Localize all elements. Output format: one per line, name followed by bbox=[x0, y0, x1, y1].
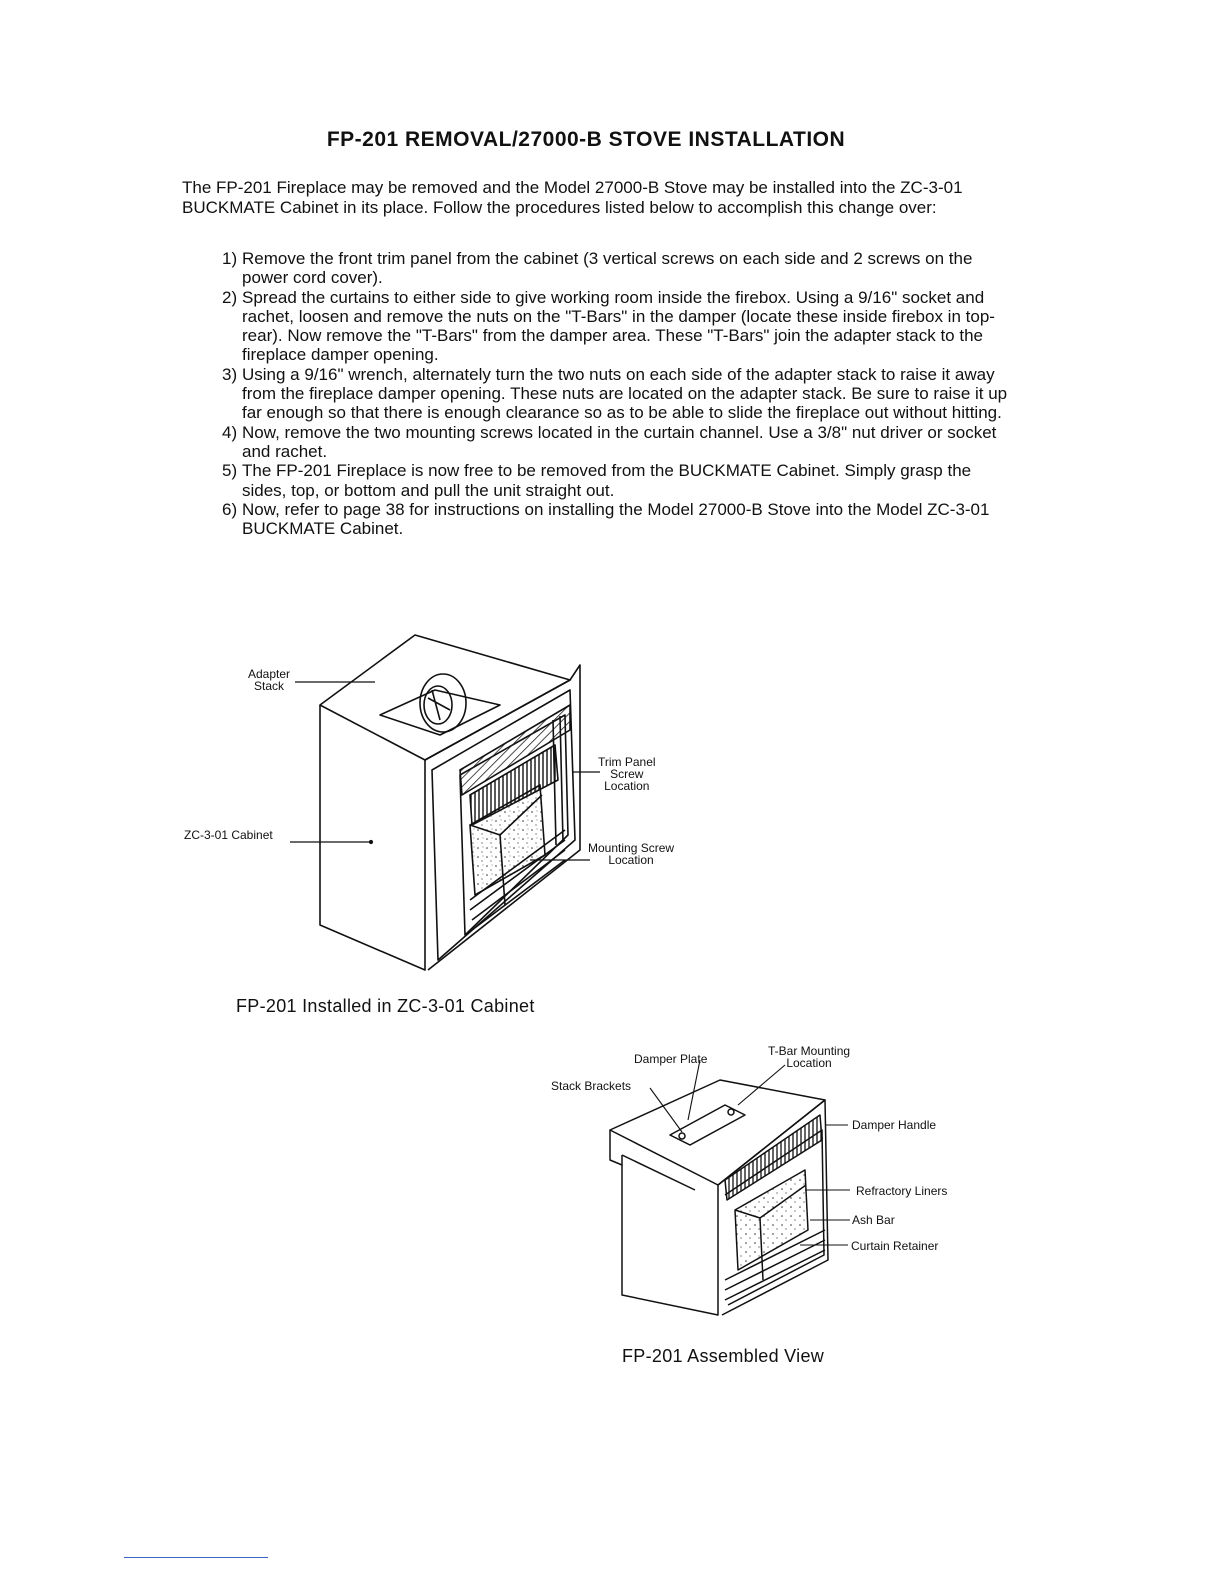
step-number: 4) bbox=[222, 422, 238, 442]
procedure-steps bbox=[222, 249, 1012, 538]
step-text: Using a 9/16" wrench, alternately turn the two nuts on each side of the adapter stack to raise it away from the fireplace damper opening. These nuts are located on the adapter stack. Be sure to raise it up far enough so that there is enough clearance so as to be able to slide the fireplace out without hitting. bbox=[242, 364, 1008, 423]
step-item bbox=[222, 365, 1012, 423]
label-damper-plate: Damper Plate bbox=[634, 1052, 708, 1066]
step-number: 1) bbox=[222, 249, 238, 268]
label-adapter-stack: Adapter Stack bbox=[248, 667, 291, 693]
step-text: Now, remove the two mounting screws located in the curtain channel. Use a 3/8" nut driver or socket and rachet. bbox=[242, 422, 997, 461]
label-mounting-screw: Mounting Screw Location bbox=[588, 841, 675, 867]
label-ash-bar: Ash Bar bbox=[852, 1213, 895, 1227]
step-item bbox=[222, 423, 1012, 462]
step-item bbox=[222, 288, 1012, 365]
intro-paragraph: The FP-201 Fireplace may be removed and the Model 27000-B Stove may be installed into the ZC-3-01 BUCKMATE Cabinet in its place. Follow the procedures listed below to accomplish this change over: bbox=[182, 178, 963, 217]
step-number: 3) bbox=[222, 364, 238, 384]
step-number: 2) bbox=[222, 287, 238, 307]
step-text: Now, refer to page 38 for instructions on installing the Model 27000-B Stove into the Model ZC-3-01 BUCKMATE Cabinet. bbox=[242, 499, 990, 539]
label-stack-brackets: Stack Brackets bbox=[551, 1079, 632, 1093]
step-item bbox=[222, 249, 1012, 288]
step-number: 5) bbox=[222, 461, 238, 481]
step-text: Spread the curtains to either side to give working room inside the firebox. Using a 9/16" socket and rachet, loosen and remove the nuts on the "T-Bars" in the damper (locate these inside firebox in top-rear). Now remove the "T-Bars" from the damper area. These "T-Bars" join the adapter stack to the fireplace damper opening. bbox=[242, 287, 995, 365]
label-cabinet: ZC-3-01 Cabinet bbox=[184, 828, 273, 842]
step-item bbox=[222, 461, 1012, 500]
figure1-caption: FP-201 Installed in ZC-3-01 Cabinet bbox=[236, 996, 535, 1016]
footer-divider bbox=[124, 1557, 268, 1558]
label-refractory-liners: Refractory Liners bbox=[856, 1184, 948, 1198]
label-curtain-retainer: Curtain Retainer bbox=[851, 1239, 939, 1253]
step-number: 6) bbox=[222, 499, 238, 519]
step-text: The FP-201 Fireplace is now free to be removed from the BUCKMATE Cabinet. Simply grasp the sides, top, or bottom and pull the unit straight out. bbox=[242, 461, 972, 500]
label-damper-handle: Damper Handle bbox=[852, 1118, 937, 1132]
label-tbar-mounting: T-Bar Mounting Location bbox=[768, 1044, 851, 1070]
label-trim-panel-screw: Trim Panel Screw Location bbox=[598, 755, 656, 793]
step-item bbox=[222, 500, 1012, 539]
step-text: Remove the front trim panel from the cabinet (3 vertical screws on each side and 2 screws on the power cord cover). bbox=[242, 249, 973, 288]
figure2-caption: FP-201 Assembled View bbox=[622, 1346, 825, 1366]
page-title: FP-201 REMOVAL/27000-B STOVE INSTALLATION bbox=[326, 128, 846, 151]
